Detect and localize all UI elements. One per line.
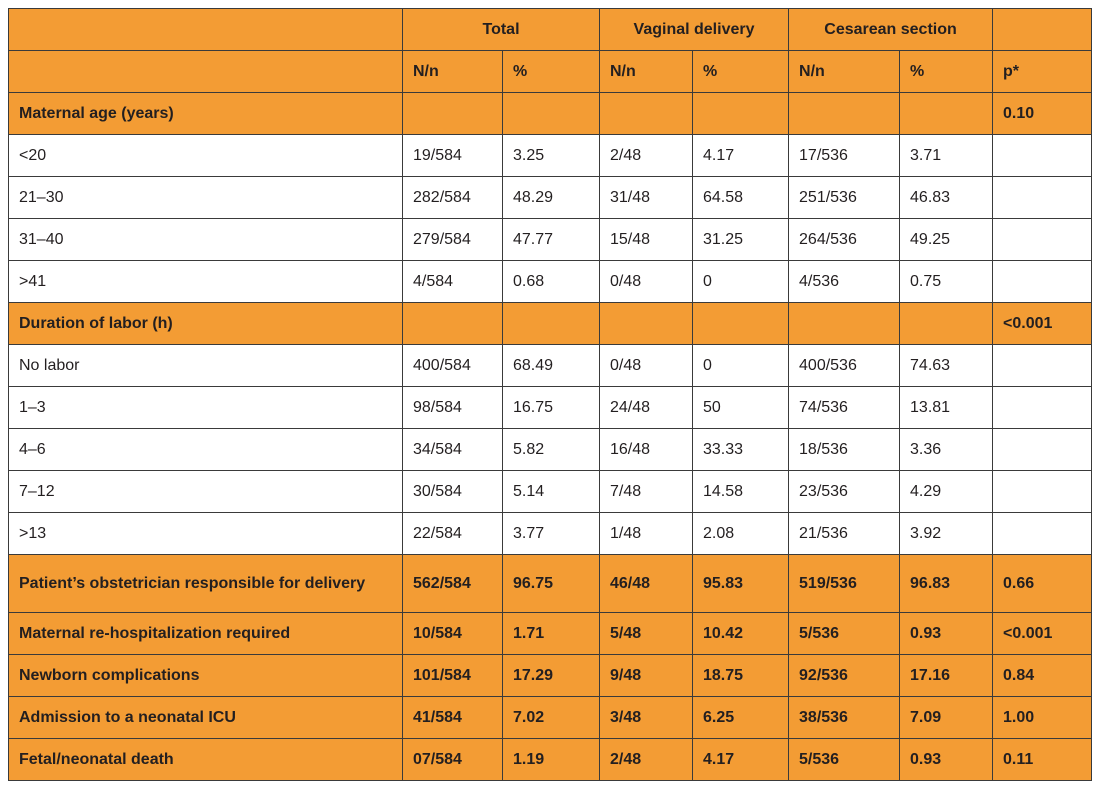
table-cell: [600, 93, 693, 135]
table-cell: [403, 303, 503, 345]
table-row: [9, 429, 1092, 471]
table-cell: 74.63: [900, 345, 993, 387]
table-cell: 101/584: [403, 655, 503, 697]
table-cell: 64.58: [693, 177, 789, 219]
group-header-vaginal: Vaginal delivery: [600, 9, 789, 51]
table-cell: 48.29: [503, 177, 600, 219]
p-value-cell: [993, 219, 1092, 261]
table-row: [9, 613, 1092, 655]
table-cell: 98/584: [403, 387, 503, 429]
p-value-cell: 0.66: [993, 555, 1092, 613]
table-cell: 282/584: [403, 177, 503, 219]
column-header: N/n: [600, 51, 693, 93]
row-label: Patient’s obstetrician responsible for delivery: [9, 555, 403, 613]
table-body: [9, 93, 1092, 781]
table-cell: 0/48: [600, 261, 693, 303]
table-row: [9, 177, 1092, 219]
table-cell: 3.77: [503, 513, 600, 555]
table-cell: 5/536: [789, 613, 900, 655]
table-cell: 562/584: [403, 555, 503, 613]
table-row: [9, 219, 1092, 261]
p-value-cell: [993, 135, 1092, 177]
table-cell: 31/48: [600, 177, 693, 219]
table-cell: 33.33: [693, 429, 789, 471]
table-cell: 0.93: [900, 739, 993, 781]
p-value-cell: [993, 429, 1092, 471]
table-cell: 16/48: [600, 429, 693, 471]
table-cell: [403, 93, 503, 135]
row-label: <20: [9, 135, 403, 177]
row-label: >41: [9, 261, 403, 303]
table-cell: [900, 93, 993, 135]
table-cell: 17.16: [900, 655, 993, 697]
group-header-row: [9, 9, 1092, 51]
row-label: Duration of labor (h): [9, 303, 403, 345]
table-cell: 7.02: [503, 697, 600, 739]
header-corner-cell: [9, 9, 403, 51]
table-cell: 0.93: [900, 613, 993, 655]
table-cell: [789, 93, 900, 135]
p-value-cell: [993, 177, 1092, 219]
p-value-cell: [993, 471, 1092, 513]
table-cell: 49.25: [900, 219, 993, 261]
table-cell: 400/584: [403, 345, 503, 387]
table-cell: 74/536: [789, 387, 900, 429]
table-cell: 2/48: [600, 135, 693, 177]
row-label: 4–6: [9, 429, 403, 471]
table-cell: 251/536: [789, 177, 900, 219]
table-row: [9, 345, 1092, 387]
obstetric-outcomes-table: [8, 8, 1092, 781]
table-cell: 9/48: [600, 655, 693, 697]
table-cell: [693, 93, 789, 135]
table-cell: 2.08: [693, 513, 789, 555]
table-cell: 14.58: [693, 471, 789, 513]
table-cell: 4/536: [789, 261, 900, 303]
table-row: [9, 387, 1092, 429]
table-cell: 3.25: [503, 135, 600, 177]
table-cell: 15/48: [600, 219, 693, 261]
table-row: [9, 513, 1092, 555]
p-value-cell: 0.84: [993, 655, 1092, 697]
table-cell: 0/48: [600, 345, 693, 387]
row-label: Maternal re-hospitalization required: [9, 613, 403, 655]
group-header-total: Total: [403, 9, 600, 51]
table-cell: 3.71: [900, 135, 993, 177]
table-cell: 46/48: [600, 555, 693, 613]
table-cell: [789, 303, 900, 345]
table-cell: 96.83: [900, 555, 993, 613]
row-label: No labor: [9, 345, 403, 387]
table-cell: 19/584: [403, 135, 503, 177]
table-cell: 0.68: [503, 261, 600, 303]
column-header-p: p*: [993, 51, 1092, 93]
table-row: [9, 261, 1092, 303]
table-cell: 1.19: [503, 739, 600, 781]
table-cell: 21/536: [789, 513, 900, 555]
table-cell: 400/536: [789, 345, 900, 387]
row-label: 1–3: [9, 387, 403, 429]
table-cell: 0: [693, 261, 789, 303]
table-cell: 10.42: [693, 613, 789, 655]
table-cell: 4/584: [403, 261, 503, 303]
column-header: N/n: [789, 51, 900, 93]
group-header-blank: [993, 9, 1092, 51]
table-cell: 30/584: [403, 471, 503, 513]
table-cell: 47.77: [503, 219, 600, 261]
table-cell: 31.25: [693, 219, 789, 261]
table-cell: [693, 303, 789, 345]
table-row: [9, 93, 1092, 135]
row-label: 7–12: [9, 471, 403, 513]
row-label: 31–40: [9, 219, 403, 261]
table-cell: 24/48: [600, 387, 693, 429]
column-header: %: [503, 51, 600, 93]
column-header: %: [693, 51, 789, 93]
table-cell: 18.75: [693, 655, 789, 697]
table-cell: 96.75: [503, 555, 600, 613]
p-value-cell: 1.00: [993, 697, 1092, 739]
p-value-cell: [993, 513, 1092, 555]
table-cell: 5.14: [503, 471, 600, 513]
table-cell: 22/584: [403, 513, 503, 555]
row-label: >13: [9, 513, 403, 555]
p-value-cell: [993, 387, 1092, 429]
row-label: 21–30: [9, 177, 403, 219]
table-cell: 5.82: [503, 429, 600, 471]
table-cell: 519/536: [789, 555, 900, 613]
table-cell: 46.83: [900, 177, 993, 219]
table-cell: 23/536: [789, 471, 900, 513]
table-cell: 2/48: [600, 739, 693, 781]
p-value-cell: 0.11: [993, 739, 1092, 781]
p-value-cell: [993, 261, 1092, 303]
row-label: Newborn complications: [9, 655, 403, 697]
table-cell: 7.09: [900, 697, 993, 739]
column-header: N/n: [403, 51, 503, 93]
table-cell: 1.71: [503, 613, 600, 655]
table-cell: 07/584: [403, 739, 503, 781]
table-cell: 13.81: [900, 387, 993, 429]
p-value-cell: [993, 345, 1092, 387]
table-row: [9, 739, 1092, 781]
table-row: [9, 303, 1092, 345]
table-cell: 1/48: [600, 513, 693, 555]
table-cell: 3.36: [900, 429, 993, 471]
table-cell: 0: [693, 345, 789, 387]
table-cell: [900, 303, 993, 345]
table-cell: 17.29: [503, 655, 600, 697]
table-cell: 16.75: [503, 387, 600, 429]
table-cell: [503, 303, 600, 345]
table-cell: 17/536: [789, 135, 900, 177]
table-cell: 3/48: [600, 697, 693, 739]
table-cell: 95.83: [693, 555, 789, 613]
column-header-row: [9, 51, 1092, 93]
p-value-cell: 0.10: [993, 93, 1092, 135]
table-cell: 4.17: [693, 135, 789, 177]
table-row: [9, 655, 1092, 697]
group-header-cesarean: Cesarean section: [789, 9, 993, 51]
table-cell: 5/48: [600, 613, 693, 655]
table-cell: 264/536: [789, 219, 900, 261]
table-cell: 7/48: [600, 471, 693, 513]
p-value-cell: <0.001: [993, 613, 1092, 655]
table-cell: [503, 93, 600, 135]
table-cell: 50: [693, 387, 789, 429]
column-header: %: [900, 51, 993, 93]
column-header-corner: [9, 51, 403, 93]
row-label: Fetal/neonatal death: [9, 739, 403, 781]
table-cell: [600, 303, 693, 345]
table-cell: 10/584: [403, 613, 503, 655]
table-cell: 41/584: [403, 697, 503, 739]
table-cell: 4.29: [900, 471, 993, 513]
table-cell: 18/536: [789, 429, 900, 471]
table-row: [9, 135, 1092, 177]
table-cell: 3.92: [900, 513, 993, 555]
table-cell: 68.49: [503, 345, 600, 387]
table-row: [9, 471, 1092, 513]
table-cell: 0.75: [900, 261, 993, 303]
row-label: Maternal age (years): [9, 93, 403, 135]
table-cell: 92/536: [789, 655, 900, 697]
table-row: [9, 697, 1092, 739]
table-cell: 34/584: [403, 429, 503, 471]
table-cell: 4.17: [693, 739, 789, 781]
p-value-cell: <0.001: [993, 303, 1092, 345]
table-cell: 6.25: [693, 697, 789, 739]
row-label: Admission to a neonatal ICU: [9, 697, 403, 739]
table-cell: 5/536: [789, 739, 900, 781]
table-cell: 279/584: [403, 219, 503, 261]
table-cell: 38/536: [789, 697, 900, 739]
table-row: [9, 555, 1092, 613]
